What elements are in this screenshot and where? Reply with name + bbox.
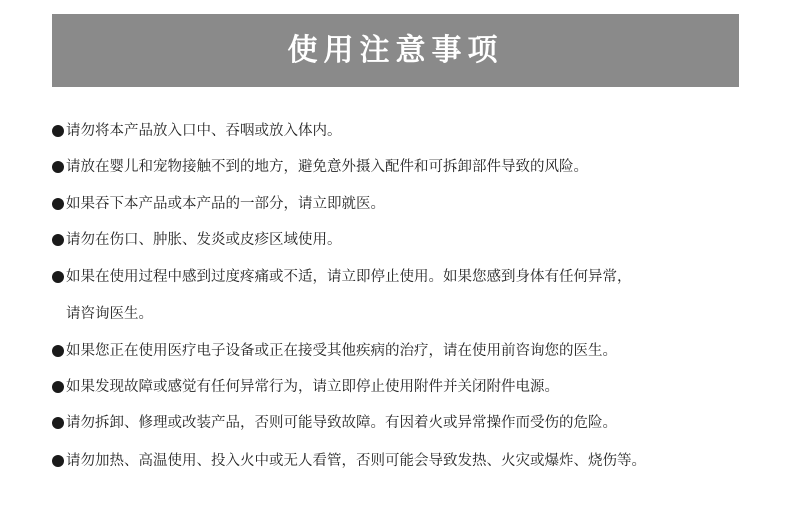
list-item-continuation xyxy=(66,304,153,324)
notice-text: 请勿拆卸、修理或改装产品，否则可能导致故障。有因着火或异常操作而受伤的危险。 xyxy=(66,415,617,431)
header-banner xyxy=(52,14,739,87)
bullet-icon xyxy=(52,198,64,210)
bullet-icon xyxy=(52,345,64,357)
notice-text: 如果在使用过程中感到过度疼痛或不适，请立即停止使用。如果您感到身体有任何异常， xyxy=(66,269,632,285)
list-item xyxy=(52,377,559,397)
notice-text: 请咨询医生。 xyxy=(66,306,153,322)
list-item xyxy=(52,341,617,361)
bullet-icon xyxy=(52,381,64,393)
list-item xyxy=(52,230,342,250)
bullet-icon xyxy=(52,161,64,173)
bullet-icon xyxy=(52,417,64,429)
list-item xyxy=(52,121,342,141)
list-item xyxy=(52,451,646,471)
list-item xyxy=(52,194,385,214)
page-title: 使用注意事项 xyxy=(287,32,504,68)
notice-text: 请放在婴儿和宠物接触不到的地方，避免意外摄入配件和可拆卸部件导致的风险。 xyxy=(66,159,588,175)
notice-text: 请勿在伤口、肿胀、发炎或皮疹区域使用。 xyxy=(66,232,342,248)
notice-text: 如果发现故障或感觉有任何异常行为，请立即停止使用附件并关闭附件电源。 xyxy=(66,379,559,395)
list-item xyxy=(52,267,632,287)
notice-text: 如果吞下本产品或本产品的一部分，请立即就医。 xyxy=(66,196,385,212)
bullet-icon xyxy=(52,455,64,467)
bullet-icon xyxy=(52,125,64,137)
notice-text: 请勿将本产品放入口中、吞咽或放入体内。 xyxy=(66,123,342,139)
list-item xyxy=(52,157,588,177)
list-item xyxy=(52,413,617,433)
notice-text: 请勿加热、高温使用、投入火中或无人看管，否则可能会导致发热、火灾或爆炸、烧伤等。 xyxy=(66,453,646,469)
bullet-icon xyxy=(52,234,64,246)
bullet-icon xyxy=(52,271,64,283)
notice-text: 如果您正在使用医疗电子设备或正在接受其他疾病的治疗，请在使用前咨询您的医生。 xyxy=(66,343,617,359)
